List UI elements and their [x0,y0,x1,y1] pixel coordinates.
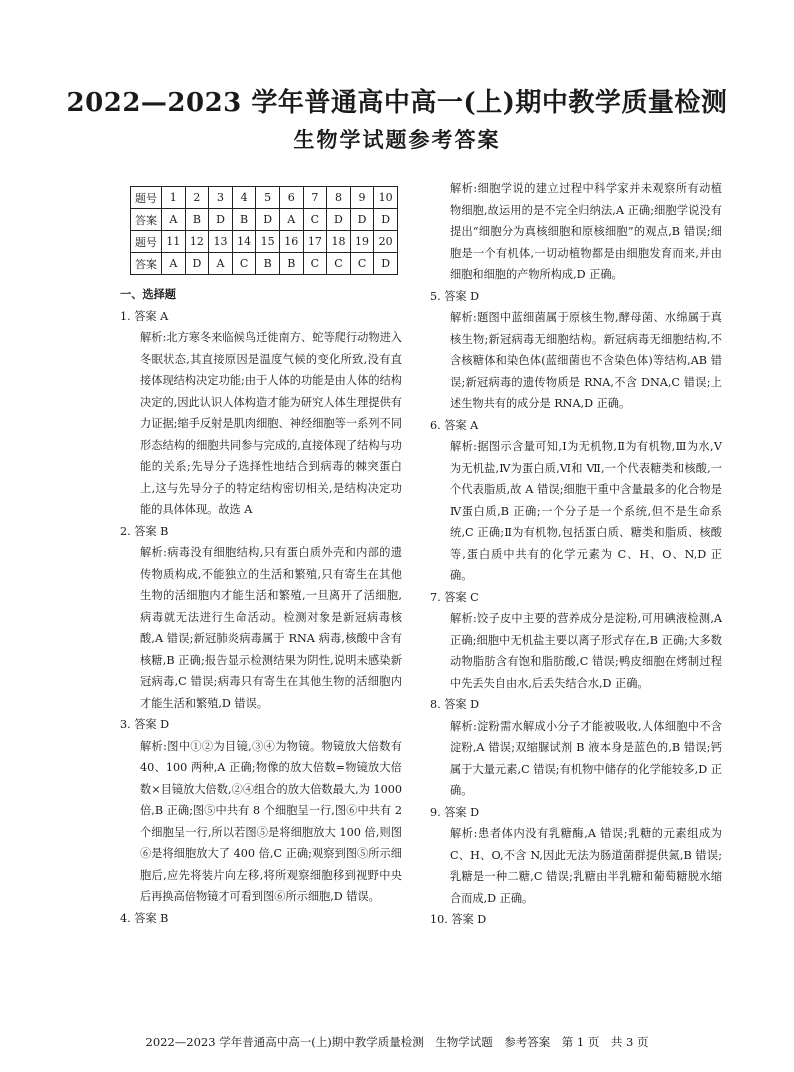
table-cell: 15 [256,231,280,253]
table-cell: C [303,253,327,275]
table-cell: 16 [279,231,303,253]
analysis-text: 解析:患者体内没有乳糖酶,A 错误;乳糖的元素组成为 C、H、O,不含 N,因此无法为肠道菌群提供氮,B 错误;乳糖是一种二糖,C 错误;乳糖由半乳糖和葡萄糖脱水缩合而成,D 正确。 [450,827,722,905]
answer-line: 5. 答案 D [430,289,480,303]
table-cell: 11 [162,231,186,253]
answer-item [430,178,722,286]
table-cell: B [232,209,256,231]
table-row [131,209,398,231]
row-label: 题号 [131,231,162,253]
page-subtitle: 生物学试题参考答案 [293,127,501,152]
table-cell: 10 [374,187,398,209]
table-row [131,231,398,253]
table-cell: A [279,209,303,231]
table-cell: A [209,253,233,275]
answer-line: 6. 答案 A [430,418,479,432]
answer-line: 9. 答案 D [430,805,480,819]
table-cell: 8 [327,187,351,209]
table-cell: A [162,209,186,231]
table-cell: 3 [209,187,233,209]
right-column [430,178,722,931]
table-cell: C [303,209,327,231]
answer-table [130,186,398,275]
answer-item [430,286,722,415]
table-cell: 1 [162,187,186,209]
table-cell: 13 [209,231,233,253]
table-cell: D [327,209,351,231]
analysis-text: 解析:北方寒冬来临候鸟迁徙南方、蛇等爬行动物进入冬眠状态,其直接原因是温度气候的变化所致,没有直接体现结构决定功能;由于人体的功能是由人体的结构决定的,因此认识人体构造才能为研究人体生理提供有力证据;缩手反射是肌肉细胞、神经细胞等一系列不同形态结构的细胞共同参与完成的,直接体现了结构与功能的关系;先导分子选择性地结合到病毒的棘突蛋白上,这与先导分子的特定结构密切相关,是结构决定功能的具体体现。故选 A [140,331,402,516]
answer-line: 10. 答案 D [430,913,487,926]
table-cell: 9 [350,187,374,209]
analysis-text: 解析:病毒没有细胞结构,只有蛋白质外壳和内部的遗传物质构成,不能独立的生活和繁殖,只有寄生在其他生物的活细胞内才能生活和繁殖,一旦离开了活细胞,病毒就无法进行生命活动。检测对象是新冠病毒核酸,A 错误;新冠肺炎病毒属于 RNA 病毒,核酸中含有核糖,B 正确;报告显示检测结果为阴性,说明未感染新冠病毒,C 错误;病毒只有寄生在其他生物的活细胞内才能生活和繁殖,D 错误。 [140,546,402,710]
answer-line: 8. 答案 D [430,698,480,711]
answer-item [430,909,722,931]
analysis-text: 解析:淀粉需水解成小分子才能被吸收,人体细胞中不含淀粉,A 错误;双缩脲试剂 B 液本身是蓝色的,B 错误;钙属于大量元素,C 错误;有机物中储存的化学能较多,D 正确。 [450,719,722,797]
table-cell: D [256,209,280,231]
left-column [120,284,402,929]
table-cell: 14 [232,231,256,253]
answer-item [430,415,722,587]
answer-item [120,521,402,715]
table-cell: 4 [232,187,256,209]
table-cell: D [185,253,209,275]
table-cell: B [185,209,209,231]
table-cell: 6 [279,187,303,209]
analysis-text: 解析:图中①②为目镜,③④为物镜。物镜放大倍数有 40、100 两种,A 正确;物像的放大倍数=物镜放大倍数×目镜放大倍数,②④组合的放大倍数最大,为 1000 倍,B 正确;图⑤中共有 8 个细胞呈一行,图⑥中共有 2 个细胞呈一行,所以若图⑤是将细胞放大 100 倍,则图⑥是将细胞放大了 400 倍,C 正确;观察到图⑤所示细胞后,应先将装片向左移,将所观察细胞移到视野中央后再换高倍物镜才可看到图⑥所示细胞,D 错误。 [140,739,402,903]
table-cell: C [350,253,374,275]
row-label: 答案 [131,253,162,275]
table-cell: 20 [374,231,398,253]
table-cell: 7 [303,187,327,209]
table-cell: B [256,253,280,275]
table-cell: 18 [327,231,351,253]
section-heading: 一、选择题 [120,287,176,301]
analysis-text: 解析:细胞学说的建立过程中科学家并未观察所有动植物细胞,故运用的是不完全归纳法,A 正确;细胞学说没有提出“细胞分为真核细胞和原核细胞”的观点,B 错误;细胞是一个有机体,一切动植物都是由细胞发育而来,并由细胞和细胞的产物所构成,D 正确。 [450,182,722,281]
answer-line: 7. 答案 C [430,590,479,604]
table-cell: 19 [350,231,374,253]
table-cell: D [350,209,374,231]
table-row [131,253,398,275]
analysis-text: 解析:题图中蓝细菌属于原核生物,酵母菌、水绵属于真核生物;新冠病毒无细胞结构。新冠病毒无细胞结构,不含核糖体和染色体(蓝细菌也不含染色体)等结构,AB 错误;新冠病毒的遗传物质是 RNA,不含 DNA,C 错误;上述生物共有的成分是 RNA,D 正确。 [450,311,722,410]
table-cell: D [374,253,398,275]
table-cell: 17 [303,231,327,253]
answer-item [430,802,722,910]
analysis-text: 解析:据图示含量可知,Ⅰ为无机物,Ⅱ为有机物,Ⅲ为水,Ⅴ为无机盐,Ⅳ为蛋白质,Ⅵ和 Ⅶ,一个代表糖类和核酸,一个代表脂质,故 A 错误;细胞干重中含量最多的化合物是Ⅳ蛋白质,B 正确;一个分子是一个系统,但不是生命系统,C 正确;Ⅱ为有机物,包括蛋白质、糖类和脂质、核酸等,蛋白质中共有的化学元素为 C、H、O、N,D 正确。 [450,440,722,582]
table-cell: D [374,209,398,231]
analysis-text: 解析:饺子皮中主要的营养成分是淀粉,可用碘液检测,A 正确;细胞中无机盐主要以离子形式存在,B 正确;大多数动物脂肪含有饱和脂肪酸,C 错误;鸭皮细胞在烤制过程中先丢失自由水,后丢失结合水,D 正确。 [450,612,722,690]
table-cell: C [232,253,256,275]
table-cell: 2 [185,187,209,209]
table-row [131,187,398,209]
answer-line: 3. 答案 D [120,718,170,731]
answer-item [430,694,722,802]
answer-line: 2. 答案 B [120,524,169,538]
answer-item [120,908,402,930]
page-footer: 2022—2023 学年普通高中高一(上)期中教学质量检测 生物学试题 参考答案 第 1 页 共 3 页 [145,1035,649,1049]
answer-item [430,587,722,695]
table-cell: A [162,253,186,275]
table-cell: D [209,209,233,231]
answer-item [120,306,402,521]
table-cell: B [279,253,303,275]
answer-line: 4. 答案 B [120,911,169,925]
row-label: 题号 [131,187,162,209]
answer-item [120,714,402,908]
table-cell: 5 [256,187,280,209]
page-title: 2022—2023 学年普通高中高一(上)期中教学质量检测 [66,88,728,118]
table-cell: 12 [185,231,209,253]
answer-line: 1. 答案 A [120,309,169,323]
row-label: 答案 [131,209,162,231]
table-cell: C [327,253,351,275]
